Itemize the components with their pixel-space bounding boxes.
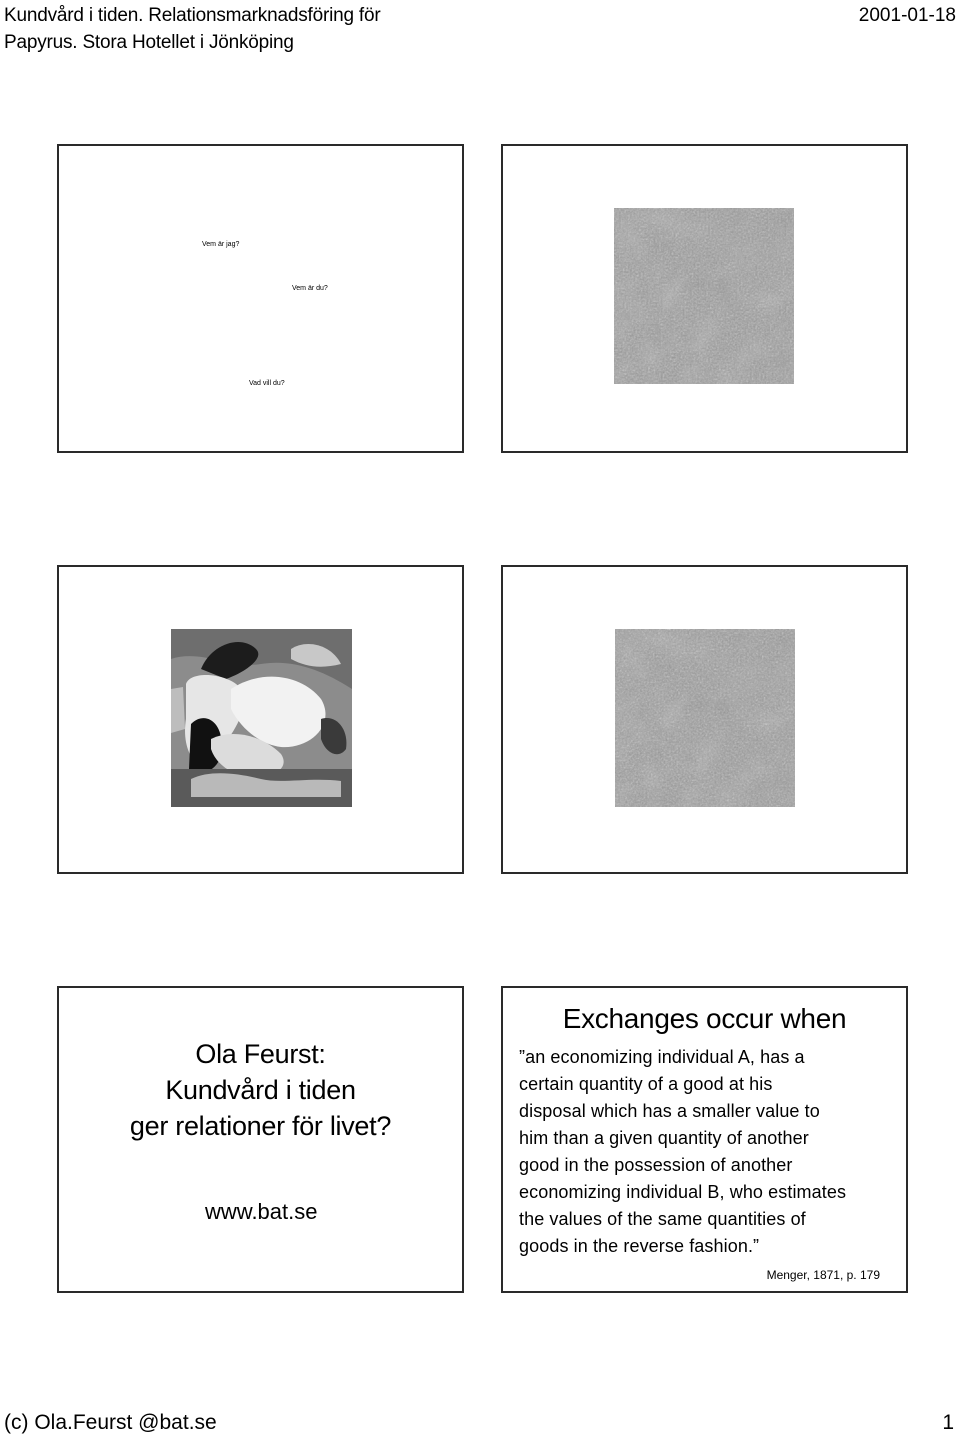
slide-photo — [57, 565, 464, 874]
slide-questions — [57, 144, 464, 453]
quote-line: the values of the same quantities of — [519, 1209, 806, 1229]
header-date: 2001-01-18 — [858, 5, 956, 26]
quote-title: Exchanges occur when — [562, 1003, 847, 1034]
slide-texture-image-2 — [501, 565, 908, 874]
question-who-are-you: Vem är du? — [292, 285, 328, 292]
question-what-do-you-want: Vad vill du? — [249, 380, 285, 387]
header-title-line2: Papyrus. Stora Hotellet i Jönköping — [4, 32, 294, 53]
quote-citation: Menger, 1871, p. 179 — [766, 1268, 880, 1282]
texture-image — [615, 629, 795, 807]
quote-line: goods in the reverse fashion.” — [519, 1236, 760, 1256]
question-who-am-i: Vem är jag? — [202, 241, 240, 248]
website-link[interactable]: www.bat.se — [205, 1199, 318, 1224]
quote-line: good in the possession of another — [519, 1155, 793, 1175]
page-number: 1 — [942, 1411, 954, 1434]
quote-line: certain quantity of a good at his — [519, 1074, 773, 1094]
title-line-1: Ola Feurst: — [195, 1039, 326, 1069]
page-header — [4, 2, 380, 56]
quote-line: economizing individual B, who estimates — [519, 1182, 847, 1202]
slide-quote — [501, 986, 908, 1293]
title-line-3: ger relationer för livet? — [129, 1111, 392, 1141]
texture-image — [614, 208, 794, 384]
quote-line: ”an economizing individual A, has a — [519, 1047, 805, 1067]
posterized-photo — [171, 629, 352, 807]
header-title-line1: Kundvård i tiden. Relationsmarknadsföring för — [4, 5, 381, 26]
slide-texture-image-1 — [501, 144, 908, 453]
title-line-2: Kundvård i tiden — [165, 1075, 356, 1105]
quote-text — [519, 1044, 907, 1260]
quote-line: him than a given quantity of another — [519, 1128, 809, 1148]
quote-line: disposal which has a smaller value to — [519, 1101, 820, 1121]
slide-title — [57, 986, 464, 1293]
footer-copyright: (c) Ola.Feurst @bat.se — [4, 1411, 217, 1434]
